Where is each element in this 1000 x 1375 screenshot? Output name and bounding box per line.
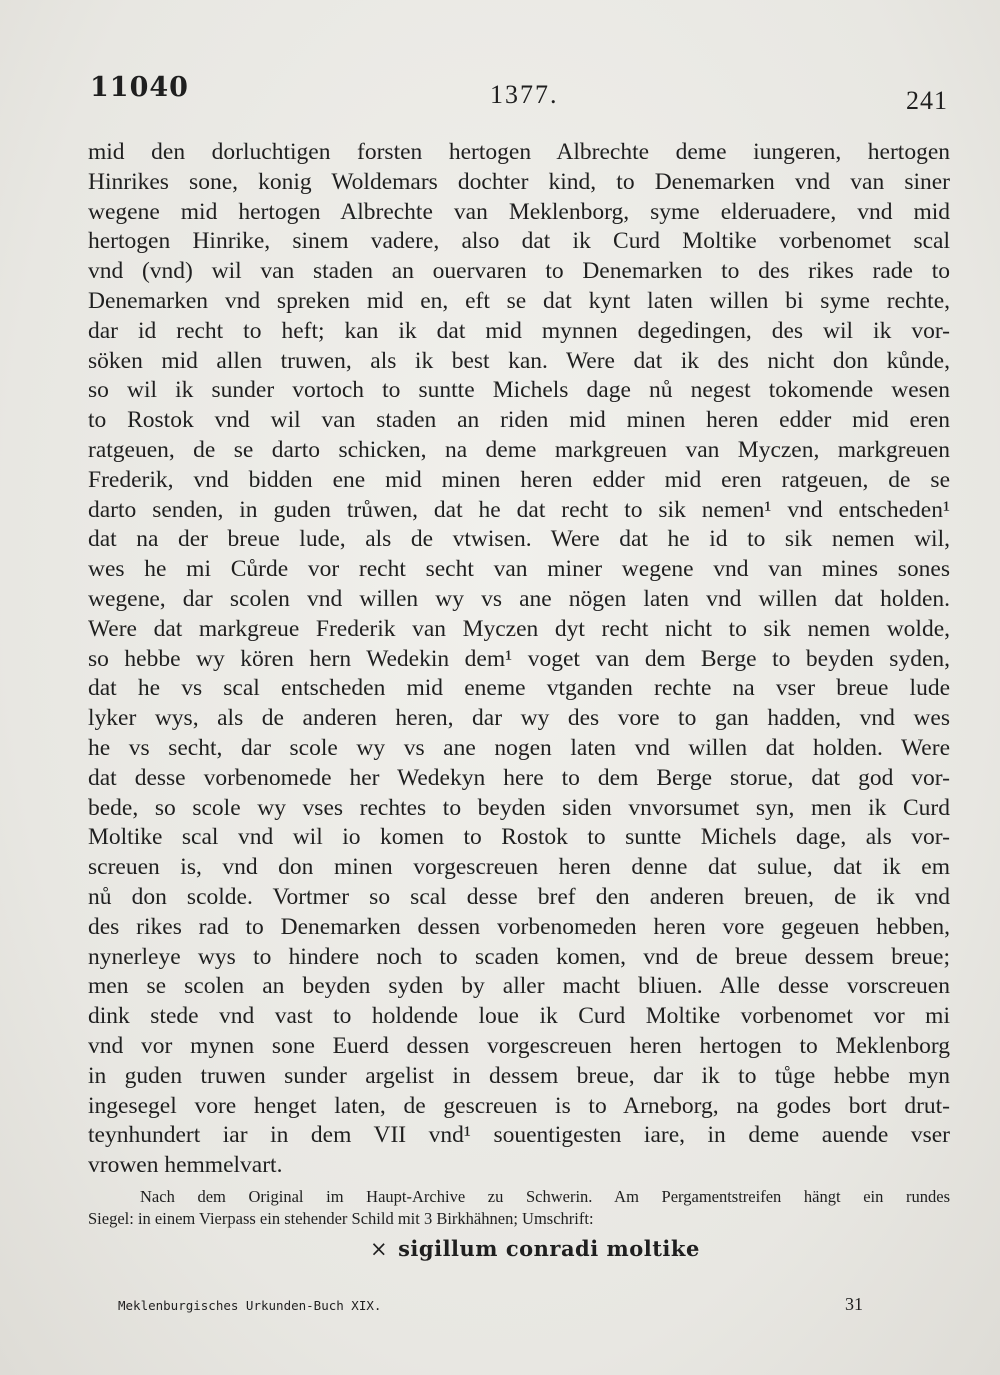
text-line: Were dat markgreue Frederik van Myczen dyt recht nicht to sik nemen wolde,	[88, 615, 950, 642]
text-line: men se scolen an beyden syden by aller macht bliuen. Alle desse vorscreuen	[88, 973, 950, 1000]
text-line: ingesegel vore henget laten, de gescreuen is to Arneborg, na godes bort drut-	[88, 1092, 950, 1119]
archival-note	[88, 1186, 950, 1230]
document-number: 11040	[90, 72, 189, 103]
text-line: dink stede vnd vast to holdende loue ik Curd Moltike vorbenomet vor mi	[88, 1003, 950, 1030]
page-header	[90, 72, 948, 115]
text-line: in guden truwen sunder argelist in dessem breue, dar ik to tůge hebbe myn	[88, 1062, 950, 1089]
document-year: 1377.	[490, 80, 559, 109]
text-line: vrowen hemmelvart.	[88, 1152, 283, 1179]
text-line: wegene, dar scolen vnd willen wy vs ane nögen laten vnd willen dat holden.	[88, 585, 950, 612]
text-line: hertogen Hinrike, sinem vadere, also dat ik Curd Moltike vorbenomet scal	[88, 228, 950, 255]
text-line: vnd vor mynen sone Euerd dessen vorgescreuen heren hertogen to Meklenborg	[88, 1032, 950, 1059]
text-line: teynhundert iar in dem VII vnd¹ souentigesten iare, in deme auende vser	[88, 1122, 950, 1149]
charter-text	[88, 138, 950, 1181]
text-line: mid den dorluchtigen forsten hertogen Albrechte deme iungeren, hertogen	[88, 139, 950, 165]
text-line: darto senden, in guden trůwen, dat he dat recht to sik nemen¹ vnd entscheden¹	[88, 496, 950, 523]
text-line: so hebbe wy kören hern Wedekin dem¹ voget van dem Berge to beyden syden,	[88, 645, 950, 672]
seal-inscription	[370, 1236, 700, 1261]
text-line: Moltike scal vnd wil io komen to Rostok to suntte Michels dage, als vor-	[88, 824, 950, 851]
text-line: wegene mid hertogen Albrechte van Meklenborg, syme elderuadere, vnd mid	[88, 198, 950, 225]
text-line: to Rostok vnd wil van staden an riden mid minen heren edder mid eren	[88, 407, 950, 434]
text-line: söken mid allen truwen, als ik best kan. Were dat ik des nicht don kůnde,	[88, 347, 950, 374]
note-line: Siegel: in einem Vierpass ein stehender Schild mit 3 Birkhähnen; Umschrift:	[88, 1209, 594, 1228]
text-line: nů don scolde. Vortmer so scal desse bref den anderen breuen, de ik vnd	[88, 883, 950, 910]
text-line: ratgeuen, de se darto schicken, na deme markgreuen van Myczen, markgreuen	[88, 436, 950, 463]
text-line: wes he mi Cůrde vor recht secht van miner wegene vnd van mines sones	[88, 556, 950, 583]
text-line: so wil ik sunder vortoch to suntte Michels dage nů negest tokomende wesen	[88, 377, 950, 404]
text-line: lyker wys, als de anderen heren, dar wy des vore to gan hadden, vnd wes	[88, 705, 950, 732]
page-number: 241	[906, 86, 948, 115]
text-line: Hinrikes sone, konig Woldemars dochter kind, to Denemarken vnd van siner	[88, 168, 950, 195]
text-line: dat na der breue lude, als de vtwisen. Were dat he id to sik nemen wil,	[88, 526, 950, 553]
text-line: Frederik, vnd bidden ene mid minen heren edder mid eren ratgeuen, de se	[88, 466, 950, 493]
seal-marker: ×	[370, 1237, 389, 1261]
signature-number: 31	[845, 1294, 863, 1314]
text-line: dat he vs scal entscheden mid eneme vtganden rechte na vser breue lude	[88, 675, 950, 702]
text-line: bede, so scole wy vses rechtes to beyden siden vnvorsumet syn, men ik Curd	[88, 794, 950, 821]
text-line: Denemarken vnd spreken mid en, eft se dat kynt laten willen bi syme rechte,	[88, 287, 950, 314]
text-line: vnd (vnd) wil van staden an ouervaren to Denemarken to des rikes rade to	[88, 258, 950, 285]
seal-text: sigillum conradi moltike	[398, 1236, 700, 1261]
note-line: Nach dem Original im Haupt-Archive zu Schwerin. Am Pergamentstreifen hängt ein rundes	[140, 1187, 950, 1206]
text-line: dar id recht to heft; kan ik dat mid mynnen degedingen, des wil ik vor-	[88, 317, 950, 344]
text-line: he vs secht, dar scole wy vs ane nogen laten vnd willen dat holden. Were	[88, 734, 950, 761]
text-line: dat desse vorbenomede her Wedekyn here to dem Berge storue, dat god vor-	[88, 764, 950, 791]
text-line: des rikes rad to Denemarken dessen vorbenomeden heren vore gegeuen hebben,	[88, 913, 950, 940]
text-line: screuen is, vnd don minen vorgescreuen heren denne dat sulue, dat ik em	[88, 854, 950, 881]
book-title-footer: Meklenburgisches Urkunden-Buch XIX.	[118, 1298, 382, 1313]
text-line: nynerleye wys to hindere noch to scaden komen, vnd de breue dessem breue;	[88, 943, 950, 970]
